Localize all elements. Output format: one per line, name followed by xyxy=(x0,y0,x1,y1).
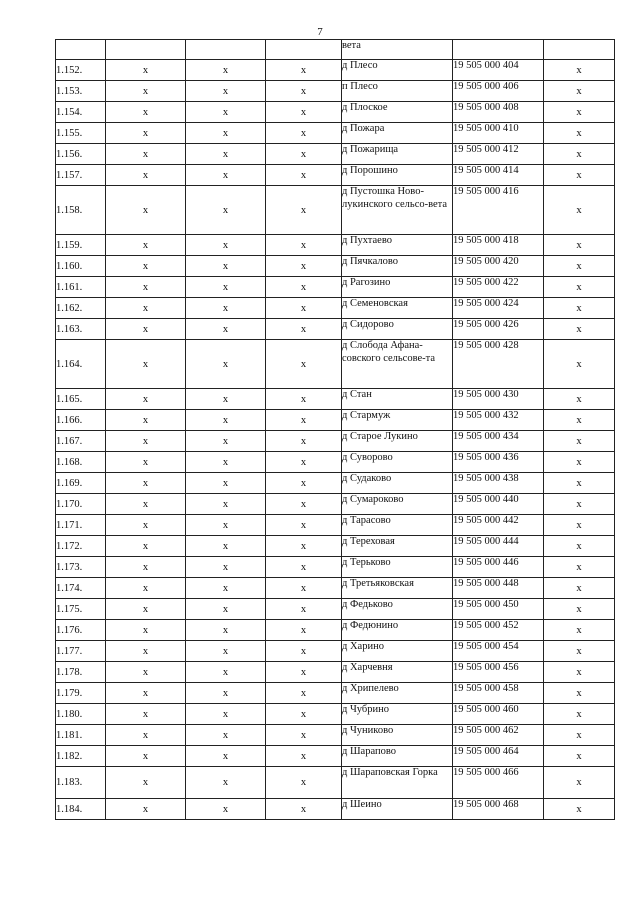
table-row xyxy=(56,235,615,256)
cell-code: 19 505 000 458 xyxy=(453,683,544,704)
cell-col2: х xyxy=(106,578,186,599)
table-row xyxy=(56,515,615,536)
cell-code: 19 505 000 404 xyxy=(453,60,544,81)
table-row xyxy=(56,662,615,683)
cell-code: 19 505 000 436 xyxy=(453,452,544,473)
cell-col4: х xyxy=(266,599,342,620)
cell-col4: х xyxy=(266,165,342,186)
cell-name: д Пухтаево xyxy=(342,235,453,256)
cell-col2: х xyxy=(106,298,186,319)
cell-col2: х xyxy=(106,494,186,515)
table-row xyxy=(56,431,615,452)
cell-col7: х xyxy=(544,277,615,298)
cell-col2: х xyxy=(106,123,186,144)
cell-col7: х xyxy=(544,431,615,452)
cell-num: 1.166. xyxy=(56,410,106,431)
cell-col3: х xyxy=(186,557,266,578)
cell-num: 1.178. xyxy=(56,662,106,683)
table-row xyxy=(56,144,615,165)
cell-col3: х xyxy=(186,340,266,389)
cell-col4: х xyxy=(266,298,342,319)
cell-col7 xyxy=(544,40,615,60)
cell-col7: х xyxy=(544,620,615,641)
cell-col7: х xyxy=(544,599,615,620)
cell-col3: х xyxy=(186,599,266,620)
cell-name: д Чуниково xyxy=(342,725,453,746)
cell-code: 19 505 000 444 xyxy=(453,536,544,557)
cell-name: д Федьково xyxy=(342,599,453,620)
cell-col2: х xyxy=(106,662,186,683)
cell-code: 19 505 000 434 xyxy=(453,431,544,452)
cell-num: 1.176. xyxy=(56,620,106,641)
cell-col4: х xyxy=(266,389,342,410)
cell-code: 19 505 000 428 xyxy=(453,340,544,389)
cell-col2: х xyxy=(106,235,186,256)
cell-name: д Харчевня xyxy=(342,662,453,683)
cell-name: д Порошино xyxy=(342,165,453,186)
cell-col7: х xyxy=(544,799,615,820)
cell-num: 1.169. xyxy=(56,473,106,494)
table-row xyxy=(56,123,615,144)
cell-col4: х xyxy=(266,431,342,452)
cell-col3: х xyxy=(186,725,266,746)
cell-col4: х xyxy=(266,746,342,767)
table-row xyxy=(56,165,615,186)
cell-col3: х xyxy=(186,165,266,186)
cell-name: д Пустошка Ново-лукинского сельсо-вета xyxy=(342,186,453,235)
cell-col3: х xyxy=(186,256,266,277)
table-row xyxy=(56,186,615,235)
cell-col2: х xyxy=(106,452,186,473)
cell-col2: х xyxy=(106,186,186,235)
cell-name: д Сидорово xyxy=(342,319,453,340)
cell-col2: х xyxy=(106,599,186,620)
cell-num: 1.161. xyxy=(56,277,106,298)
cell-code: 19 505 000 446 xyxy=(453,557,544,578)
cell-num: 1.170. xyxy=(56,494,106,515)
cell-col4: х xyxy=(266,144,342,165)
cell-col3: х xyxy=(186,620,266,641)
cell-name: п Плесо xyxy=(342,81,453,102)
cell-num: 1.173. xyxy=(56,557,106,578)
cell-col4: х xyxy=(266,473,342,494)
cell-col4: х xyxy=(266,578,342,599)
cell-code xyxy=(453,40,544,60)
cell-col3: х xyxy=(186,319,266,340)
table-row xyxy=(56,767,615,799)
cell-code: 19 505 000 464 xyxy=(453,746,544,767)
cell-col3: х xyxy=(186,494,266,515)
cell-col3: х xyxy=(186,704,266,725)
cell-col3: х xyxy=(186,662,266,683)
table-row xyxy=(56,599,615,620)
cell-num: 1.180. xyxy=(56,704,106,725)
cell-num: 1.174. xyxy=(56,578,106,599)
cell-col3: х xyxy=(186,186,266,235)
cell-name: вета xyxy=(342,40,453,60)
cell-col4: х xyxy=(266,641,342,662)
cell-name: д Сумароково xyxy=(342,494,453,515)
cell-col4: х xyxy=(266,557,342,578)
cell-col7: х xyxy=(544,60,615,81)
cell-col7: х xyxy=(544,256,615,277)
cell-col2: х xyxy=(106,515,186,536)
cell-num: 1.177. xyxy=(56,641,106,662)
cell-col3: х xyxy=(186,123,266,144)
table-row xyxy=(56,410,615,431)
cell-code: 19 505 000 412 xyxy=(453,144,544,165)
table-row xyxy=(56,340,615,389)
settlements-table xyxy=(55,39,615,820)
cell-num: 1.154. xyxy=(56,102,106,123)
cell-name: д Шарапово xyxy=(342,746,453,767)
cell-col7: х xyxy=(544,536,615,557)
cell-num: 1.153. xyxy=(56,81,106,102)
cell-col3: х xyxy=(186,144,266,165)
cell-col4: х xyxy=(266,319,342,340)
cell-col4: х xyxy=(266,102,342,123)
cell-name: д Федюнино xyxy=(342,620,453,641)
cell-col4: х xyxy=(266,340,342,389)
table-row xyxy=(56,298,615,319)
cell-col7: х xyxy=(544,662,615,683)
cell-num: 1.162. xyxy=(56,298,106,319)
cell-col4: х xyxy=(266,81,342,102)
cell-num: 1.160. xyxy=(56,256,106,277)
cell-col2: х xyxy=(106,319,186,340)
cell-col2: х xyxy=(106,256,186,277)
cell-num xyxy=(56,40,106,60)
cell-col2: х xyxy=(106,473,186,494)
cell-name: д Пожара xyxy=(342,123,453,144)
cell-col2 xyxy=(106,40,186,60)
table-row xyxy=(56,746,615,767)
cell-col3 xyxy=(186,40,266,60)
cell-col7: х xyxy=(544,319,615,340)
cell-num: 1.159. xyxy=(56,235,106,256)
cell-col3: х xyxy=(186,515,266,536)
cell-code: 19 505 000 468 xyxy=(453,799,544,820)
table-row xyxy=(56,620,615,641)
cell-col4: х xyxy=(266,494,342,515)
cell-col2: х xyxy=(106,536,186,557)
cell-col4 xyxy=(266,40,342,60)
table-row xyxy=(56,578,615,599)
cell-col7: х xyxy=(544,641,615,662)
cell-col4: х xyxy=(266,620,342,641)
cell-col3: х xyxy=(186,578,266,599)
cell-name: д Стан xyxy=(342,389,453,410)
cell-col4: х xyxy=(266,186,342,235)
cell-num: 1.167. xyxy=(56,431,106,452)
cell-num: 1.157. xyxy=(56,165,106,186)
cell-name: д Третьяковская xyxy=(342,578,453,599)
cell-col2: х xyxy=(106,799,186,820)
cell-col3: х xyxy=(186,683,266,704)
cell-col2: х xyxy=(106,410,186,431)
table-row xyxy=(56,277,615,298)
cell-name: д Шеино xyxy=(342,799,453,820)
table-row xyxy=(56,473,615,494)
cell-col3: х xyxy=(186,81,266,102)
cell-col3: х xyxy=(186,410,266,431)
cell-col2: х xyxy=(106,81,186,102)
cell-num: 1.181. xyxy=(56,725,106,746)
cell-col7: х xyxy=(544,235,615,256)
cell-num: 1.164. xyxy=(56,340,106,389)
cell-code: 19 505 000 406 xyxy=(453,81,544,102)
table-row xyxy=(56,799,615,820)
table-row xyxy=(56,452,615,473)
table-row xyxy=(56,683,615,704)
cell-col7: х xyxy=(544,340,615,389)
table-row xyxy=(56,536,615,557)
cell-name: д Плесо xyxy=(342,60,453,81)
cell-col3: х xyxy=(186,389,266,410)
table-row xyxy=(56,60,615,81)
cell-col3: х xyxy=(186,277,266,298)
cell-col4: х xyxy=(266,662,342,683)
cell-code: 19 505 000 418 xyxy=(453,235,544,256)
cell-col4: х xyxy=(266,767,342,799)
cell-col4: х xyxy=(266,452,342,473)
table-row xyxy=(56,557,615,578)
cell-name: д Старое Лукино xyxy=(342,431,453,452)
cell-code: 19 505 000 462 xyxy=(453,725,544,746)
cell-name: д Харино xyxy=(342,641,453,662)
cell-col2: х xyxy=(106,557,186,578)
cell-col2: х xyxy=(106,725,186,746)
cell-num: 1.182. xyxy=(56,746,106,767)
cell-col4: х xyxy=(266,235,342,256)
cell-num: 1.168. xyxy=(56,452,106,473)
cell-num: 1.155. xyxy=(56,123,106,144)
cell-name: д Хрипелево xyxy=(342,683,453,704)
cell-col2: х xyxy=(106,277,186,298)
cell-col3: х xyxy=(186,452,266,473)
cell-code: 19 505 000 410 xyxy=(453,123,544,144)
cell-name: д Рагозино xyxy=(342,277,453,298)
cell-col4: х xyxy=(266,60,342,81)
table-row xyxy=(56,319,615,340)
cell-num: 1.175. xyxy=(56,599,106,620)
cell-name: д Судаково xyxy=(342,473,453,494)
cell-col7: х xyxy=(544,683,615,704)
cell-col2: х xyxy=(106,641,186,662)
cell-code: 19 505 000 466 xyxy=(453,767,544,799)
cell-name: д Тарасово xyxy=(342,515,453,536)
cell-name: д Семеновская xyxy=(342,298,453,319)
cell-col2: х xyxy=(106,165,186,186)
cell-num: 1.158. xyxy=(56,186,106,235)
cell-code: 19 505 000 432 xyxy=(453,410,544,431)
cell-name: д Пожарища xyxy=(342,144,453,165)
table-row xyxy=(56,641,615,662)
table-row xyxy=(56,494,615,515)
cell-name: д Терьково xyxy=(342,557,453,578)
table-row xyxy=(56,704,615,725)
cell-name: д Плоское xyxy=(342,102,453,123)
cell-name: д Слобода Афана-совского сельсове-та xyxy=(342,340,453,389)
cell-col4: х xyxy=(266,725,342,746)
cell-col4: х xyxy=(266,536,342,557)
cell-num: 1.183. xyxy=(56,767,106,799)
cell-col2: х xyxy=(106,683,186,704)
cell-col2: х xyxy=(106,144,186,165)
cell-col7: х xyxy=(544,746,615,767)
cell-col4: х xyxy=(266,683,342,704)
cell-name: д Чубрино xyxy=(342,704,453,725)
cell-code: 19 505 000 460 xyxy=(453,704,544,725)
cell-col4: х xyxy=(266,799,342,820)
cell-code: 19 505 000 456 xyxy=(453,662,544,683)
cell-code: 19 505 000 422 xyxy=(453,277,544,298)
cell-code: 19 505 000 442 xyxy=(453,515,544,536)
cell-col7: х xyxy=(544,704,615,725)
cell-num: 1.156. xyxy=(56,144,106,165)
cell-code: 19 505 000 408 xyxy=(453,102,544,123)
table-row xyxy=(56,102,615,123)
cell-name: д Суворово xyxy=(342,452,453,473)
cell-col3: х xyxy=(186,536,266,557)
cell-name: д Стармуж xyxy=(342,410,453,431)
cell-num: 1.171. xyxy=(56,515,106,536)
cell-col7: х xyxy=(544,102,615,123)
cell-name: д Тереховая xyxy=(342,536,453,557)
cell-col7: х xyxy=(544,389,615,410)
cell-num: 1.163. xyxy=(56,319,106,340)
cell-code: 19 505 000 414 xyxy=(453,165,544,186)
cell-num: 1.184. xyxy=(56,799,106,820)
cell-col2: х xyxy=(106,340,186,389)
table-row-continued xyxy=(56,40,615,60)
cell-col3: х xyxy=(186,431,266,452)
cell-col2: х xyxy=(106,704,186,725)
cell-col3: х xyxy=(186,746,266,767)
cell-col2: х xyxy=(106,746,186,767)
cell-col7: х xyxy=(544,410,615,431)
table-row xyxy=(56,256,615,277)
cell-col7: х xyxy=(544,494,615,515)
cell-col2: х xyxy=(106,102,186,123)
cell-col4: х xyxy=(266,515,342,536)
cell-num: 1.172. xyxy=(56,536,106,557)
cell-col2: х xyxy=(106,620,186,641)
cell-col4: х xyxy=(266,256,342,277)
cell-col7: х xyxy=(544,725,615,746)
cell-col7: х xyxy=(544,452,615,473)
cell-code: 19 505 000 430 xyxy=(453,389,544,410)
cell-code: 19 505 000 420 xyxy=(453,256,544,277)
cell-name: д Пячкалово xyxy=(342,256,453,277)
cell-code: 19 505 000 448 xyxy=(453,578,544,599)
cell-col7: х xyxy=(544,186,615,235)
cell-num: 1.152. xyxy=(56,60,106,81)
cell-col7: х xyxy=(544,144,615,165)
cell-col2: х xyxy=(106,431,186,452)
cell-col4: х xyxy=(266,704,342,725)
cell-col4: х xyxy=(266,277,342,298)
table-row xyxy=(56,81,615,102)
cell-code: 19 505 000 440 xyxy=(453,494,544,515)
cell-col3: х xyxy=(186,767,266,799)
cell-code: 19 505 000 426 xyxy=(453,319,544,340)
cell-col3: х xyxy=(186,799,266,820)
cell-col2: х xyxy=(106,767,186,799)
cell-code: 19 505 000 452 xyxy=(453,620,544,641)
cell-col7: х xyxy=(544,767,615,799)
cell-col7: х xyxy=(544,557,615,578)
cell-col3: х xyxy=(186,235,266,256)
cell-col7: х xyxy=(544,165,615,186)
cell-num: 1.179. xyxy=(56,683,106,704)
cell-num: 1.165. xyxy=(56,389,106,410)
cell-col7: х xyxy=(544,578,615,599)
cell-col7: х xyxy=(544,515,615,536)
cell-col3: х xyxy=(186,102,266,123)
cell-col3: х xyxy=(186,473,266,494)
cell-col3: х xyxy=(186,641,266,662)
cell-code: 19 505 000 416 xyxy=(453,186,544,235)
cell-name: д Шараповская Горка xyxy=(342,767,453,799)
cell-col7: х xyxy=(544,473,615,494)
cell-col2: х xyxy=(106,60,186,81)
cell-code: 19 505 000 450 xyxy=(453,599,544,620)
page-number: 7 xyxy=(317,26,323,38)
cell-col4: х xyxy=(266,410,342,431)
table-row xyxy=(56,389,615,410)
cell-code: 19 505 000 424 xyxy=(453,298,544,319)
cell-col7: х xyxy=(544,123,615,144)
cell-col3: х xyxy=(186,60,266,81)
cell-col2: х xyxy=(106,389,186,410)
cell-col3: х xyxy=(186,298,266,319)
cell-code: 19 505 000 454 xyxy=(453,641,544,662)
cell-code: 19 505 000 438 xyxy=(453,473,544,494)
cell-col7: х xyxy=(544,298,615,319)
cell-col4: х xyxy=(266,123,342,144)
table-row xyxy=(56,725,615,746)
table-body xyxy=(56,40,615,820)
cell-col7: х xyxy=(544,81,615,102)
